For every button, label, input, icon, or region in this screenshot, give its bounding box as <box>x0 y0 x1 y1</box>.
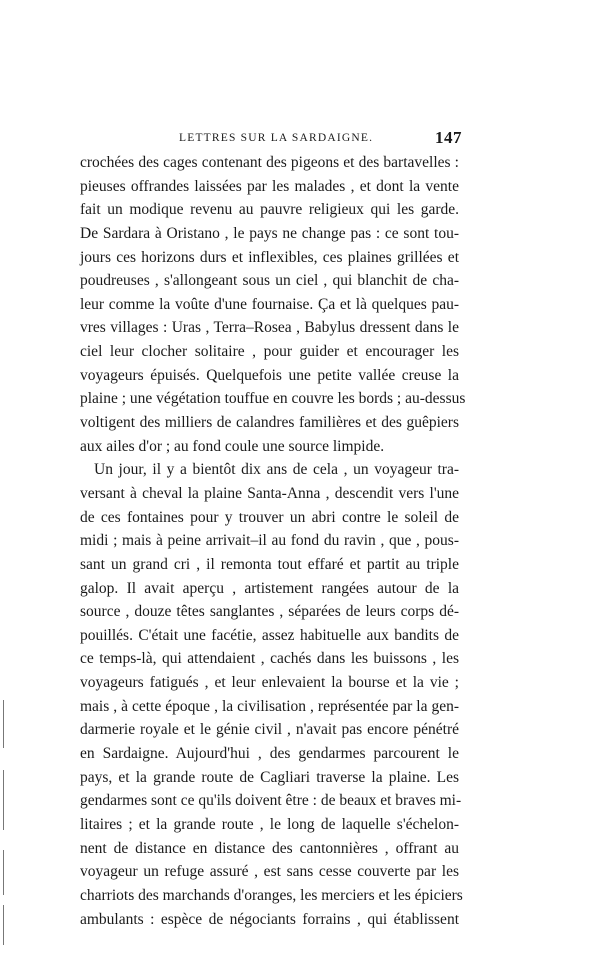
text-line: darmerie royale et le génie civil , n'avait pas encore pénétré <box>80 721 459 739</box>
text-line: galop. Il avait aperçu , artistement rangées autour de la <box>80 579 459 597</box>
text-line: De Sardara à Oristano , le pays ne change pas : ce sont tou- <box>80 224 459 242</box>
page-number: 147 <box>435 128 462 147</box>
text-line: midi ; mais à peine arrivait–il au fond du ravin , que , pous- <box>80 532 459 550</box>
text-line: ce temps-là, qui attendaient , cachés dans les buissons , les <box>80 650 459 668</box>
text-line: source , douze têtes sanglantes , séparées de leurs corps dé- <box>80 603 459 621</box>
text-line: voltigent des milliers de calandres familières et des guêpiers <box>80 414 459 432</box>
text-line: pouillés. C'était une facétie, assez habituelle aux bandits de <box>80 626 459 644</box>
text-line: leur comme la voûte d'une fournaise. Ça et là quelques pau- <box>80 295 459 313</box>
text-line: crochées des cages contenant des pigeons et des bartavelles : <box>80 154 459 171</box>
scan-margin-line <box>3 770 4 830</box>
text-line: Un jour, il y a bientôt dix ans de cela , un voyageur tra- <box>94 461 459 479</box>
text-line: gendarmes sont ce qu'ils doivent être : de beaux et braves mi- <box>80 792 462 810</box>
running-head <box>80 129 460 149</box>
text-line: ciel leur clocher solitaire , pour guider et encourager les <box>80 343 459 361</box>
text-line: de ces fontaines pour y trouver un abri contre le soleil de <box>80 508 459 526</box>
scan-margin-line <box>3 850 4 895</box>
text-line: charriots des marchands d'oranges, les merciers et les épiciers <box>80 886 463 904</box>
scan-margin-line <box>3 905 4 945</box>
text-line: voyageurs fatigués , et leur enlevaient la bourse et la vie ; <box>80 674 459 692</box>
text-line: plaine ; une végétation touffue en couvre les bords ; au-dessus <box>80 390 466 408</box>
text-line: litaires ; et la grande route , le long de laquelle s'échelon- <box>80 815 459 833</box>
text-line: aux ailes d'or ; au fond coule une source limpide. <box>80 437 385 455</box>
text-line: pieuses offrandes laissées par les malades , et dont la vente <box>80 177 459 195</box>
text-line: voyageurs épuisés. Quelquefois une petite vallée creuse la <box>80 366 459 384</box>
body-text <box>80 151 466 931</box>
text-line: vres villages : Uras , Terra–Rosea , Babylus dressent dans le <box>80 319 459 337</box>
text-line: voyageur un refuge assuré , est sans cesse couverte par les <box>80 863 459 881</box>
text-line: en Sardaigne. Aujourd'hui , des gendarmes parcourent le <box>80 745 459 763</box>
text-line: versant à cheval la plaine Santa-Anna , descendit vers l'une <box>80 484 459 502</box>
text-line: poudreuses , s'allongeant sous un ciel , qui blanchit de cha- <box>80 272 459 290</box>
text-line: sant un grand cri , il remonta tout effaré et partit au triple <box>80 555 459 573</box>
text-line: mais , à cette époque , la civilisation , représentée par la gen- <box>80 697 459 715</box>
text-line: nent de distance en distance des cantonnières , offrant au <box>80 839 459 857</box>
text-line: fait un modique revenu au pauvre religieux qui les garde. <box>80 201 459 219</box>
text-line: pays, et la grande route de Cagliari traverse la plaine. Les <box>80 768 459 786</box>
scan-margin-line <box>3 700 4 748</box>
text-line: jours ces horizons durs et inflexibles, ces plaines grillées et <box>80 248 459 266</box>
text-line: ambulants : espèce de négociants forrains , qui établissent <box>80 910 459 928</box>
running-title: LETTRES SUR LA SARDAIGNE. <box>179 132 374 144</box>
